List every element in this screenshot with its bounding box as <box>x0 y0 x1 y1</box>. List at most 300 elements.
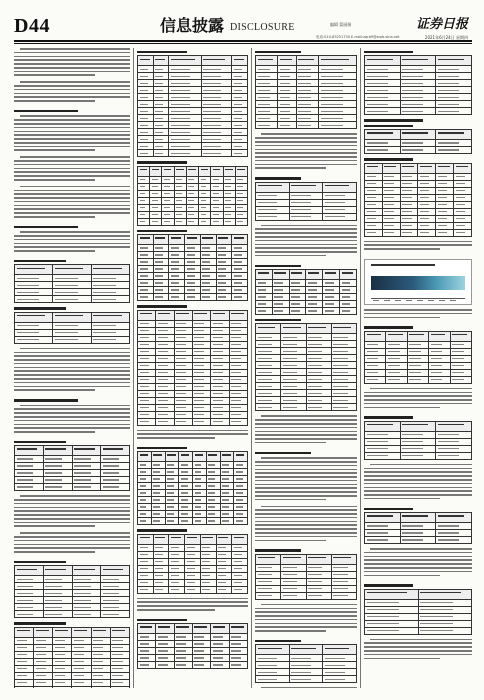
text-line <box>14 74 95 76</box>
table-cell <box>272 301 289 308</box>
table-cell <box>138 369 156 376</box>
paragraph-gap <box>255 446 357 449</box>
table-cell <box>365 173 383 180</box>
table-row <box>256 571 357 578</box>
table-row <box>15 312 130 322</box>
table-cell <box>174 624 192 634</box>
table-cell <box>165 511 179 518</box>
table-row <box>138 129 248 136</box>
table-cell <box>169 534 185 544</box>
table-cell <box>232 294 248 301</box>
table-cell <box>278 80 296 87</box>
table-cell <box>53 265 91 275</box>
table-caption <box>14 622 66 624</box>
table-cell <box>400 140 436 147</box>
table-cell <box>429 355 450 362</box>
table-row <box>138 648 248 655</box>
table-cell <box>365 80 401 87</box>
table-cell <box>153 572 169 579</box>
table-cell <box>156 334 174 341</box>
table-cell <box>153 87 169 94</box>
table-cell <box>223 204 235 211</box>
table-cell <box>165 483 179 490</box>
table-cell <box>186 197 198 204</box>
table-cell <box>289 645 323 655</box>
table-cell <box>15 322 53 329</box>
table-caption <box>364 326 413 328</box>
table-cell <box>186 218 198 225</box>
table-row <box>138 197 248 204</box>
table-cell <box>15 282 53 289</box>
data-table <box>255 177 357 220</box>
paragraph-gap <box>14 254 130 257</box>
table-cell <box>138 634 156 641</box>
table-row <box>256 348 357 355</box>
table-cell <box>256 80 278 87</box>
table-cell <box>72 470 101 477</box>
table-cell <box>211 641 229 648</box>
table-cell <box>165 490 179 497</box>
table-cell <box>200 287 216 294</box>
table-cell <box>211 327 229 334</box>
table-cell <box>400 431 436 438</box>
table-cell <box>153 115 169 122</box>
text-line <box>364 479 472 481</box>
table-cell <box>232 280 248 287</box>
paragraph-gap <box>364 578 472 581</box>
table-cell <box>110 644 129 651</box>
table-cell <box>138 129 154 136</box>
text-line <box>20 405 130 407</box>
table-cell <box>278 115 296 122</box>
table-cell <box>289 270 306 280</box>
table-cell <box>296 94 318 101</box>
table-cell <box>296 66 318 73</box>
table-cell <box>256 287 273 294</box>
table-cell <box>296 73 318 80</box>
table-row <box>256 578 357 585</box>
text-line <box>255 495 357 497</box>
table-cell <box>429 362 450 369</box>
table-cell <box>110 658 129 665</box>
table-cell <box>174 320 192 327</box>
table-cell <box>319 56 357 66</box>
text-line <box>14 412 130 414</box>
table-cell <box>53 289 91 296</box>
table-cell <box>206 504 220 511</box>
table-row <box>256 287 357 294</box>
table-cell <box>211 655 229 662</box>
table-caption <box>137 230 187 232</box>
table-row <box>365 201 472 208</box>
text-line <box>364 556 472 558</box>
table-cell <box>319 122 357 129</box>
table-cell <box>386 355 407 362</box>
table-cell <box>179 469 193 476</box>
table-cell <box>15 484 44 491</box>
table-cell <box>169 56 202 66</box>
text-line <box>255 499 326 501</box>
table-cell <box>331 397 356 404</box>
table-cell <box>211 383 229 390</box>
table-cell <box>229 411 247 418</box>
table-cell <box>138 348 156 355</box>
table-cell <box>43 576 72 583</box>
table-cell <box>200 245 216 252</box>
text-line <box>14 551 95 553</box>
table-cell <box>256 390 281 397</box>
table-cell <box>193 476 207 483</box>
table-cell <box>256 101 278 108</box>
table-row <box>365 523 472 530</box>
data-table <box>255 640 357 683</box>
table-cell <box>365 73 401 80</box>
table-cell <box>400 421 436 431</box>
paragraph-gap <box>14 104 130 107</box>
text-line <box>14 355 130 357</box>
text-line <box>261 687 357 688</box>
table-cell <box>186 190 198 197</box>
figure-tick <box>450 300 456 301</box>
table-cell <box>43 446 72 456</box>
table-cell <box>256 355 281 362</box>
text-line <box>255 141 357 143</box>
table-cell <box>365 589 419 599</box>
text-line <box>255 255 326 257</box>
table-cell <box>138 511 152 518</box>
table-cell <box>365 87 401 94</box>
table-cell <box>169 94 202 101</box>
table-row <box>138 390 248 397</box>
table-cell <box>232 115 248 122</box>
table-cell <box>429 376 450 383</box>
paragraph-gap <box>14 435 130 438</box>
table-row <box>365 445 472 452</box>
table-cell <box>53 336 91 343</box>
text-line <box>370 548 472 550</box>
table-cell <box>289 294 306 301</box>
text-line <box>364 403 472 405</box>
table-caption <box>14 561 66 563</box>
table-cell <box>232 129 248 136</box>
table-cell <box>386 369 407 376</box>
table-cell <box>281 341 306 348</box>
table-cell <box>138 136 154 143</box>
table-cell <box>365 147 401 154</box>
table-row <box>138 87 248 94</box>
table-cell <box>365 513 401 523</box>
table-cell <box>138 245 154 252</box>
data-table <box>14 441 130 491</box>
table-row <box>138 294 248 301</box>
table-row <box>138 190 248 197</box>
text-line <box>20 348 130 350</box>
table-cell <box>150 211 162 218</box>
table-cell <box>306 324 331 334</box>
table-cell <box>232 108 248 115</box>
text-line <box>14 175 130 177</box>
table-cell <box>185 579 201 586</box>
table-cell <box>201 150 231 157</box>
table-cell <box>256 334 281 341</box>
table-cell <box>138 648 156 655</box>
table-cell <box>296 108 318 115</box>
table-cell <box>200 280 216 287</box>
table-cell <box>216 294 232 301</box>
table-cell <box>192 662 210 669</box>
table-cell <box>331 585 356 592</box>
table-cell <box>319 73 357 80</box>
table-row <box>256 355 357 362</box>
table-cell <box>232 73 248 80</box>
table-cell <box>400 222 418 229</box>
table-cell <box>436 140 472 147</box>
table-cell <box>150 204 162 211</box>
table-cell <box>235 204 247 211</box>
table-cell <box>153 56 169 66</box>
table-row <box>256 669 357 676</box>
table-cell <box>138 362 156 369</box>
table-cell <box>306 397 331 404</box>
table-cell <box>340 308 357 315</box>
table-cell <box>331 571 356 578</box>
table-row <box>138 252 248 259</box>
table-cell <box>232 551 248 558</box>
text-line <box>14 127 130 129</box>
figure-image <box>364 259 472 305</box>
table-cell <box>91 637 110 644</box>
table-cell <box>454 180 472 187</box>
table-cell <box>365 355 386 362</box>
masthead <box>0 0 484 44</box>
table-cell <box>91 672 110 679</box>
table-row <box>138 565 248 572</box>
table-row <box>256 94 357 101</box>
table-cell <box>365 362 386 369</box>
table-cell <box>289 308 306 315</box>
table-cell <box>211 211 223 218</box>
table-row <box>138 287 248 294</box>
table-row <box>15 644 130 651</box>
text-line <box>14 370 130 372</box>
table-cell <box>340 301 357 308</box>
text-line <box>14 56 130 58</box>
table-cell <box>169 108 202 115</box>
table-row <box>15 686 130 688</box>
table-row <box>256 199 357 206</box>
table-cell <box>91 679 110 686</box>
table-cell <box>138 252 154 259</box>
table-cell <box>232 235 248 245</box>
data-table <box>14 622 130 688</box>
table-cell <box>138 211 150 218</box>
table-cell <box>340 280 357 287</box>
table-cell <box>436 80 472 87</box>
table-cell <box>281 571 306 578</box>
table-cell <box>289 206 323 213</box>
table-row <box>138 634 248 641</box>
table-cell <box>138 266 154 273</box>
table-row <box>256 645 357 655</box>
data-table <box>364 51 472 115</box>
table-row <box>365 599 472 606</box>
table-row <box>138 462 248 469</box>
table-row <box>138 150 248 157</box>
table-row <box>138 383 248 390</box>
table-cell <box>232 136 248 143</box>
table-cell <box>234 497 248 504</box>
text-line <box>14 386 130 388</box>
table-cell <box>340 287 357 294</box>
table-cell <box>192 362 210 369</box>
subsection-heading <box>255 452 311 455</box>
table-cell <box>289 213 323 220</box>
table-cell <box>232 572 248 579</box>
table-row <box>365 130 472 140</box>
table-cell <box>211 190 223 197</box>
text-line <box>255 465 357 467</box>
text-line <box>364 395 472 397</box>
text-line <box>20 115 130 117</box>
table-cell <box>319 115 357 122</box>
table-row <box>138 348 248 355</box>
masthead-rule-thin <box>14 43 472 44</box>
table-cell <box>323 199 357 206</box>
text-line <box>14 431 95 433</box>
table-cell <box>199 204 211 211</box>
table-cell <box>382 180 400 187</box>
table-cell <box>450 355 471 362</box>
table-cell <box>400 438 436 445</box>
table-cell <box>53 322 91 329</box>
table-cell <box>192 376 210 383</box>
text-line <box>255 608 357 610</box>
table-cell <box>138 190 150 197</box>
table-cell <box>211 362 229 369</box>
table-cell <box>153 136 169 143</box>
table-cell <box>153 266 169 273</box>
table-cell <box>400 523 436 530</box>
table-cell <box>199 190 211 197</box>
data-table <box>364 508 472 544</box>
text-line <box>364 490 472 492</box>
text-line <box>14 514 130 516</box>
text-line <box>14 71 130 73</box>
table-cell <box>138 476 152 483</box>
table-cell <box>153 273 169 280</box>
table-row <box>138 641 248 648</box>
text-line <box>364 552 472 554</box>
table-cell <box>162 211 174 218</box>
table-row <box>256 655 357 662</box>
table-cell <box>138 310 156 320</box>
text-line <box>20 231 130 233</box>
table-row <box>365 194 472 201</box>
table-cell <box>319 101 357 108</box>
table-cell <box>235 197 247 204</box>
text-line <box>137 605 248 607</box>
table-row <box>138 483 248 490</box>
table-row <box>138 355 248 362</box>
text-line <box>255 536 357 538</box>
table-cell <box>169 544 185 551</box>
table-caption <box>137 619 187 621</box>
table-cell <box>169 87 202 94</box>
table-cell <box>407 376 428 383</box>
text-line <box>14 510 130 512</box>
text-line <box>14 499 130 501</box>
text-line <box>14 382 130 384</box>
table-cell <box>43 566 72 576</box>
table-cell <box>206 497 220 504</box>
table-cell <box>289 655 323 662</box>
table-cell <box>138 259 154 266</box>
table-cell <box>179 490 193 497</box>
table-cell <box>138 518 152 525</box>
text-line <box>255 156 357 158</box>
table-cell <box>15 597 44 604</box>
text-line <box>255 619 357 621</box>
table-cell <box>331 341 356 348</box>
paragraph-gap <box>255 634 357 637</box>
table-cell <box>192 383 210 390</box>
table-cell <box>436 108 472 115</box>
text-line <box>14 424 130 426</box>
text-line <box>14 540 130 542</box>
text-line <box>14 142 130 144</box>
table-cell <box>72 686 91 688</box>
table-row <box>15 289 130 296</box>
text-line <box>14 374 130 376</box>
table-cell <box>153 259 169 266</box>
table-cell <box>206 511 220 518</box>
table-row <box>138 66 248 73</box>
table-cell <box>174 404 192 411</box>
table-cell <box>278 122 296 129</box>
table-row <box>138 376 248 383</box>
table-cell <box>15 265 53 275</box>
table-row <box>256 73 357 80</box>
table-cell <box>169 565 185 572</box>
table-row <box>15 583 130 590</box>
table-cell <box>407 348 428 355</box>
table-cell <box>400 80 436 87</box>
text-line <box>14 100 95 102</box>
table-cell <box>138 122 154 129</box>
table-cell <box>272 270 289 280</box>
table-cell <box>186 176 198 183</box>
table-cell <box>138 418 156 425</box>
table-cell <box>34 627 53 637</box>
table-cell <box>234 469 248 476</box>
table-cell <box>179 483 193 490</box>
table-row <box>256 308 357 315</box>
table-cell <box>256 655 290 662</box>
table-caption <box>364 51 413 53</box>
table-cell <box>319 94 357 101</box>
table-cell <box>365 530 401 537</box>
table-cell <box>436 130 472 140</box>
table-cell <box>169 579 185 586</box>
table-cell <box>153 586 169 593</box>
table-cell <box>138 624 156 634</box>
table-cell <box>169 73 202 80</box>
table-cell <box>365 201 383 208</box>
table-cell <box>43 470 72 477</box>
subsection-heading <box>14 226 78 229</box>
text-line <box>364 658 440 660</box>
table-cell <box>365 66 401 73</box>
